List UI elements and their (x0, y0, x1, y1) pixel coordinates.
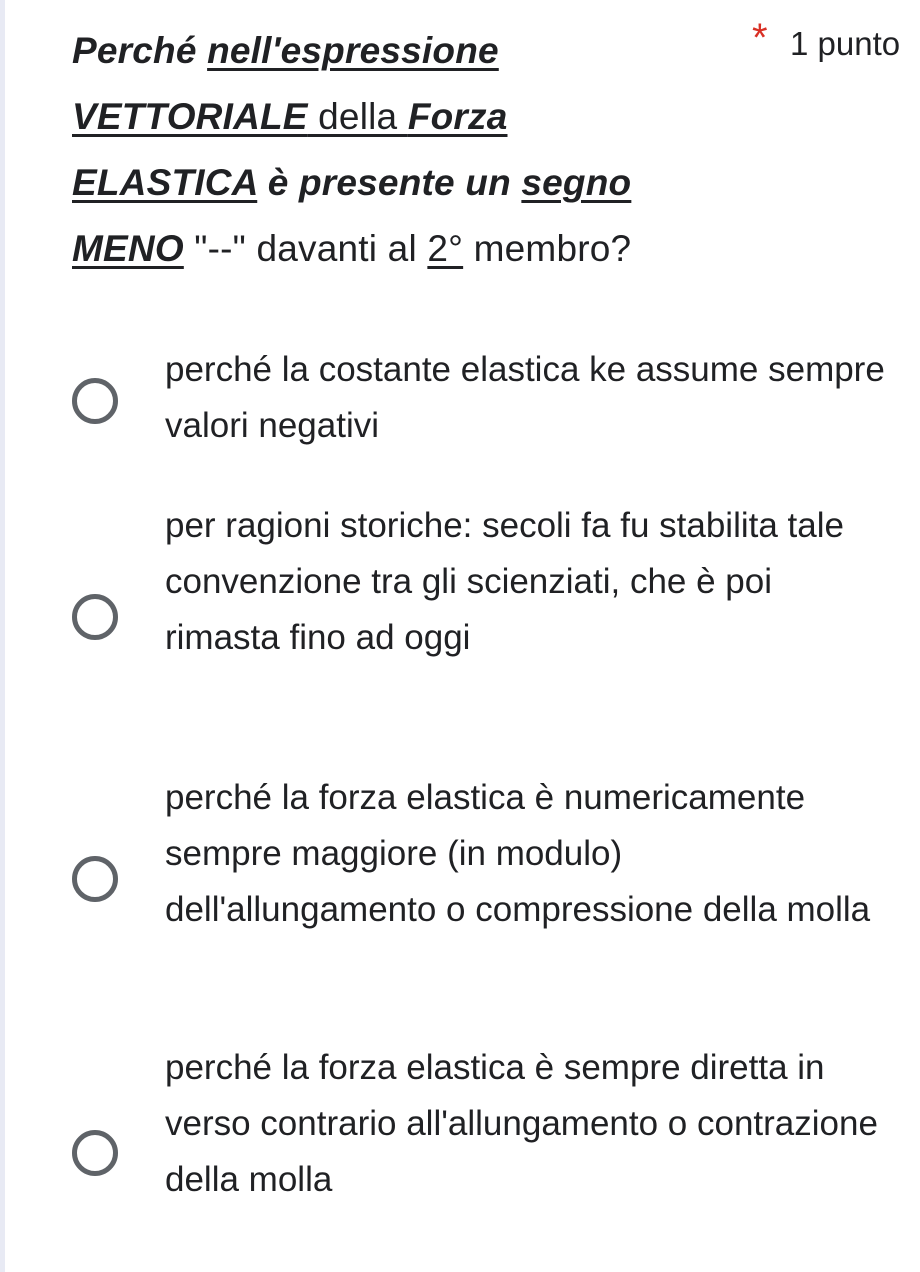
radio-button[interactable] (72, 1130, 118, 1176)
option-label: per ragioni storiche: secoli fa fu stabilita tale convenzione tra gli scienziati, che è poi rimasta fino ad oggi (165, 506, 844, 657)
points-label: 1 punto (790, 25, 901, 62)
radio-button[interactable] (72, 856, 118, 902)
card-left-border (0, 0, 5, 1272)
question-text-part: "--" davanti al (183, 228, 428, 269)
question-text-part: è presente un (257, 162, 522, 203)
option-label: perché la forza elastica è numericamente sempre maggiore (in modulo) dell'allungamento o compressione della molla (165, 778, 871, 929)
question-text-part: VETTORIALE (72, 96, 308, 137)
radio-option[interactable] (72, 496, 872, 728)
question-text-part: Perché (72, 30, 208, 71)
required-asterisk: * (752, 16, 768, 60)
question-text-part: Forza (407, 96, 508, 137)
question-title (72, 18, 732, 282)
radio-option[interactable] (72, 770, 872, 1002)
radio-option[interactable] (72, 1040, 878, 1272)
question-text-part: ELASTICA (72, 162, 258, 203)
question-text-part: MENO (72, 228, 184, 269)
question-text-part: segno (521, 162, 632, 203)
question-text-part: 2° (427, 228, 464, 269)
option-label: perché la forza elastica è sempre diretta in verso contrario all'allungamento o contrazione della molla (165, 1048, 878, 1199)
radio-button[interactable] (72, 378, 118, 424)
question-text-part: nell'espressione (207, 30, 499, 71)
question-text-part: della (307, 96, 408, 137)
question-text-part: membro? (463, 228, 632, 269)
option-label: perché la costante elastica ke assume sempre valori negativi (165, 350, 885, 445)
radio-button[interactable] (72, 594, 118, 640)
radio-option[interactable] (72, 338, 885, 454)
